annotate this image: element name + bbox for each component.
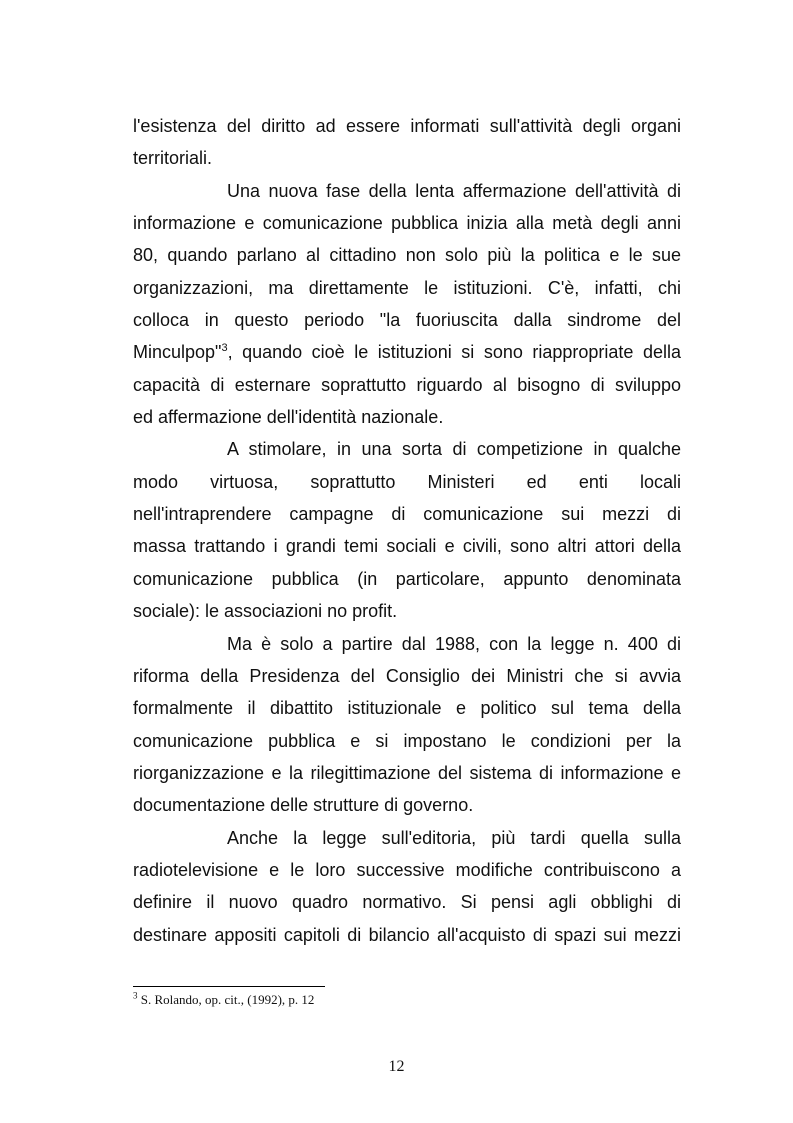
text-line: riorganizzazione e la rilegittimazione del sistema di informazione e (133, 762, 681, 783)
text-fragment: Minculpop" (133, 342, 222, 363)
footnote-number: 3 (133, 990, 138, 1001)
text-line: comunicazione pubblica e si impostano le condizioni per la (133, 730, 681, 751)
paragraph-2 (133, 175, 681, 434)
footnote-separator (133, 986, 325, 987)
text-line: destinare appositi capitoli di bilancio all'acquisto di spazi sui mezzi (133, 924, 681, 945)
text-line: colloca in questo periodo "la fuoriuscita dalla sindrome del (133, 310, 681, 331)
text-line: radiotelevisione e le loro successive modifiche contribuiscono a (133, 859, 681, 880)
text-line: comunicazione pubblica (in particolare, appunto denominata (133, 568, 681, 589)
footnote-text: S. Rolando, op. cit., (1992), p. 12 (140, 992, 315, 1007)
text-line: Anche la legge sull'editoria, più tardi quella sulla (227, 827, 681, 848)
text-line: massa trattando i grandi temi sociali e civili, sono altri attori della (133, 536, 681, 557)
text-line: formalmente il dibattito istituzionale e politico sul tema della (133, 698, 681, 719)
footnote-reference[interactable]: 3 (221, 342, 228, 355)
page-number: 12 (388, 1058, 405, 1075)
text-line: Una nuova fase della lenta affermazione dell'attività di (227, 180, 681, 201)
text-line: capacità di esternare soprattutto riguardo al bisogno di sviluppo (133, 374, 681, 395)
text-line: informazione e comunicazione pubblica inizia alla metà degli anni (133, 213, 681, 234)
text-line: riforma della Presidenza del Consiglio dei Ministri che si avvia (133, 665, 681, 686)
paragraph-3 (133, 433, 681, 627)
text-line: Ma è solo a partire dal 1988, con la legge n. 400 di (227, 633, 681, 654)
paragraph-5 (133, 822, 681, 951)
footnote (133, 992, 314, 1008)
text-line: definire il nuovo quadro normativo. Si pensi agli obblighi di (133, 892, 681, 913)
text-line: ed affermazione dell'identità nazionale. (133, 407, 444, 428)
text-line: documentazione delle strutture di governo. (133, 795, 474, 816)
text-line: nell'intraprendere campagne di comunicazione sui mezzi di (133, 504, 681, 525)
text-line: 80, quando parlano al cittadino non solo più la politica e le sue (133, 245, 681, 266)
body-text (133, 110, 681, 951)
text-line: A stimolare, in una sorta di competizione in qualche (227, 439, 681, 460)
text-line: organizzazioni, ma direttamente le istituzioni. C'è, infatti, chi (133, 277, 681, 298)
paragraph-1 (133, 110, 681, 175)
text-line: l'esistenza del diritto ad essere informati sull'attività degli organi (133, 116, 681, 136)
text-line: modo virtuosa, soprattutto Ministeri ed enti locali (133, 471, 681, 492)
paragraph-4 (133, 628, 681, 822)
text-line: sociale): le associazioni no profit. (133, 601, 398, 622)
text-line: territoriali. (133, 148, 213, 169)
text-fragment: , quando cioè le istituzioni si sono riappropriate della (227, 342, 681, 363)
text-line-with-footnote-ref (133, 336, 681, 368)
